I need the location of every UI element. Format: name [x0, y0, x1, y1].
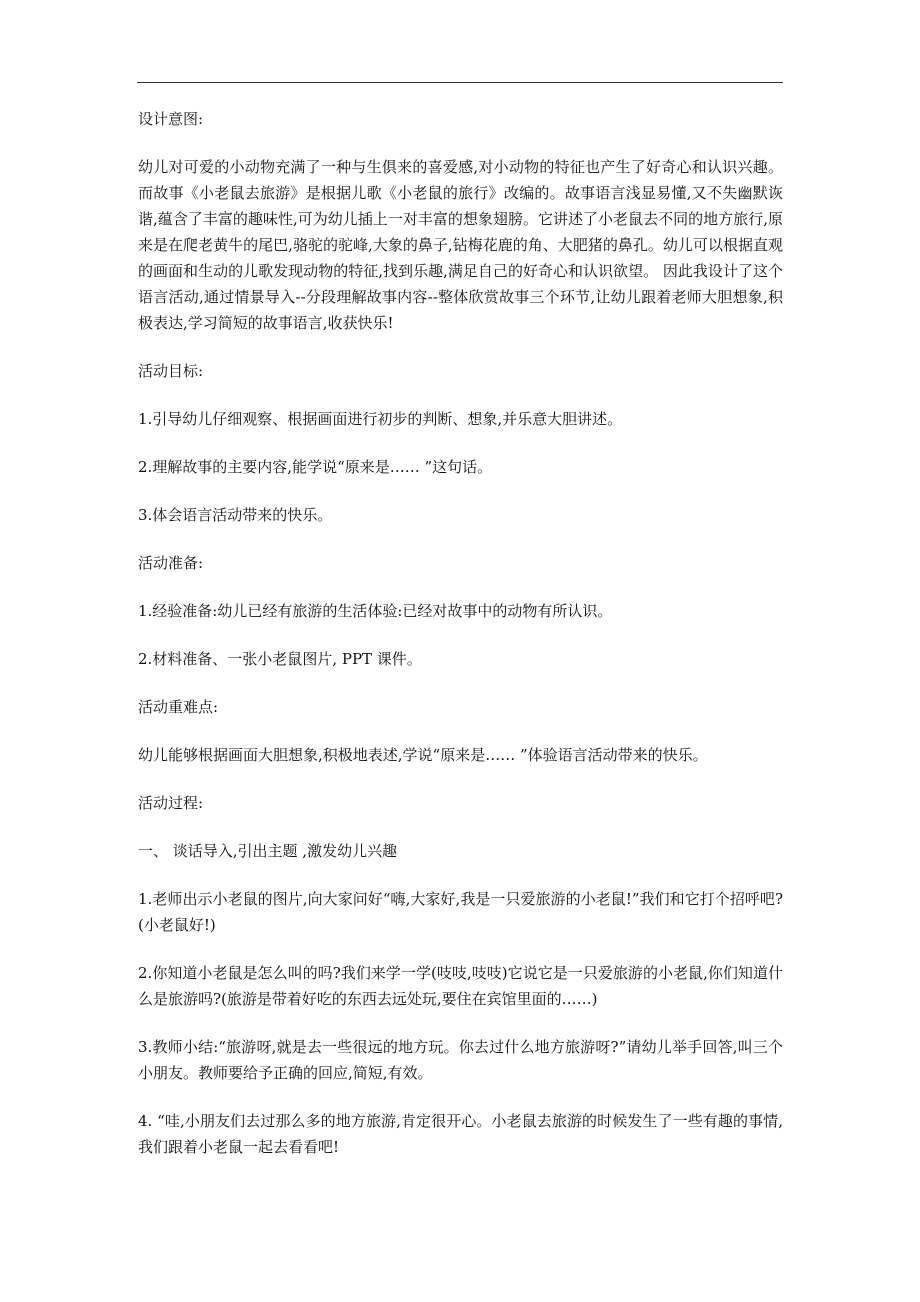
key-points-heading: 活动重难点:: [138, 698, 219, 716]
prep-item-2: 2.材料准备、一张小老鼠图片, PPT 课件。: [138, 650, 422, 668]
intent-paragraph: 幼儿对可爱的小动物充满了一种与生俱来的喜爱感,对小动物的特征也产生了好奇心和认识兴趣。而故事《小老鼠去旅游》是根据儿歌《小老鼠的旅行》改编的。故事语言浅显易懂,又不失幽默诙谐,蕴含了丰富的趣味性,可为幼儿插上一对丰富的想象翅膀。它讲述了小老鼠去不同的地方旅行,原来是在爬老黄牛的尾巴,骆驼的驼峰,大象的鼻子,钻梅花鹿的角、大肥猪的鼻孔。幼儿可以根据直观的画面和生动的儿歌发现动物的特征,找到乐趣,满足自己的好奇心和认识欲望。 因此我设计了这个语言活动,通过情景导入--分段理解故事内容--整体欣赏故事三个环节,让幼儿跟着老师大胆想象,积极表达,学习简短的故事语言,收获快乐!: [138, 158, 783, 332]
goal-item-2: 2.理解故事的主要内容,能学说“原来是…… ”这句话。: [138, 458, 493, 476]
key-points-paragraph: 幼儿能够根据画面大胆想象,积极地表述,学说“原来是…… ”体验语言活动带来的快乐。: [138, 746, 708, 764]
section-1-title: 一、 谈话导入,引出主题 ,激发幼儿兴趣: [138, 842, 398, 860]
process-step-4: 4. “哇,小朋友们去过那么多的地方旅游,肯定很开心。小老鼠去旅游的时候发生了一些有趣的事情,我们跟着小老鼠一起去看看吧!: [138, 1112, 783, 1156]
process-step-1: 1.老师出示小老鼠的图片,向大家问好“嗨,大家好,我是一只爱旅游的小老鼠!”我们和它打个招呼吧?(小老鼠好!): [138, 890, 783, 934]
intent-heading: 设计意图:: [138, 110, 204, 128]
goal-item-1: 1.引导幼儿仔细观察、根据画面进行初步的判断、想象,并乐意大胆讲述。: [138, 410, 623, 428]
goals-heading: 活动目标:: [138, 362, 204, 380]
prep-item-1: 1.经验准备:幼儿已经有旅游的生活体验:已经对故事中的动物有所认识。: [138, 602, 613, 620]
document-body: [138, 106, 783, 1182]
process-step-3: 3.教师小结:“旅游呀,就是去一些很远的地方玩。你去过什么地方旅游呀?”请幼儿举手回答,叫三个小朋友。教师要给予正确的回应,简短,有效。: [138, 1038, 783, 1082]
goal-item-3: 3.体会语言活动带来的快乐。: [138, 506, 333, 524]
prep-heading: 活动准备:: [138, 554, 204, 572]
process-step-2: 2.你知道小老鼠是怎么叫的吗?我们来学一学(吱吱,吱吱)它说它是一只爱旅游的小老鼠,你们知道什么是旅游吗?(旅游是带着好吃的东西去远处玩,要住在宾馆里面的……): [138, 964, 783, 1008]
process-heading: 活动过程:: [138, 794, 204, 812]
header-rule: [137, 82, 783, 83]
